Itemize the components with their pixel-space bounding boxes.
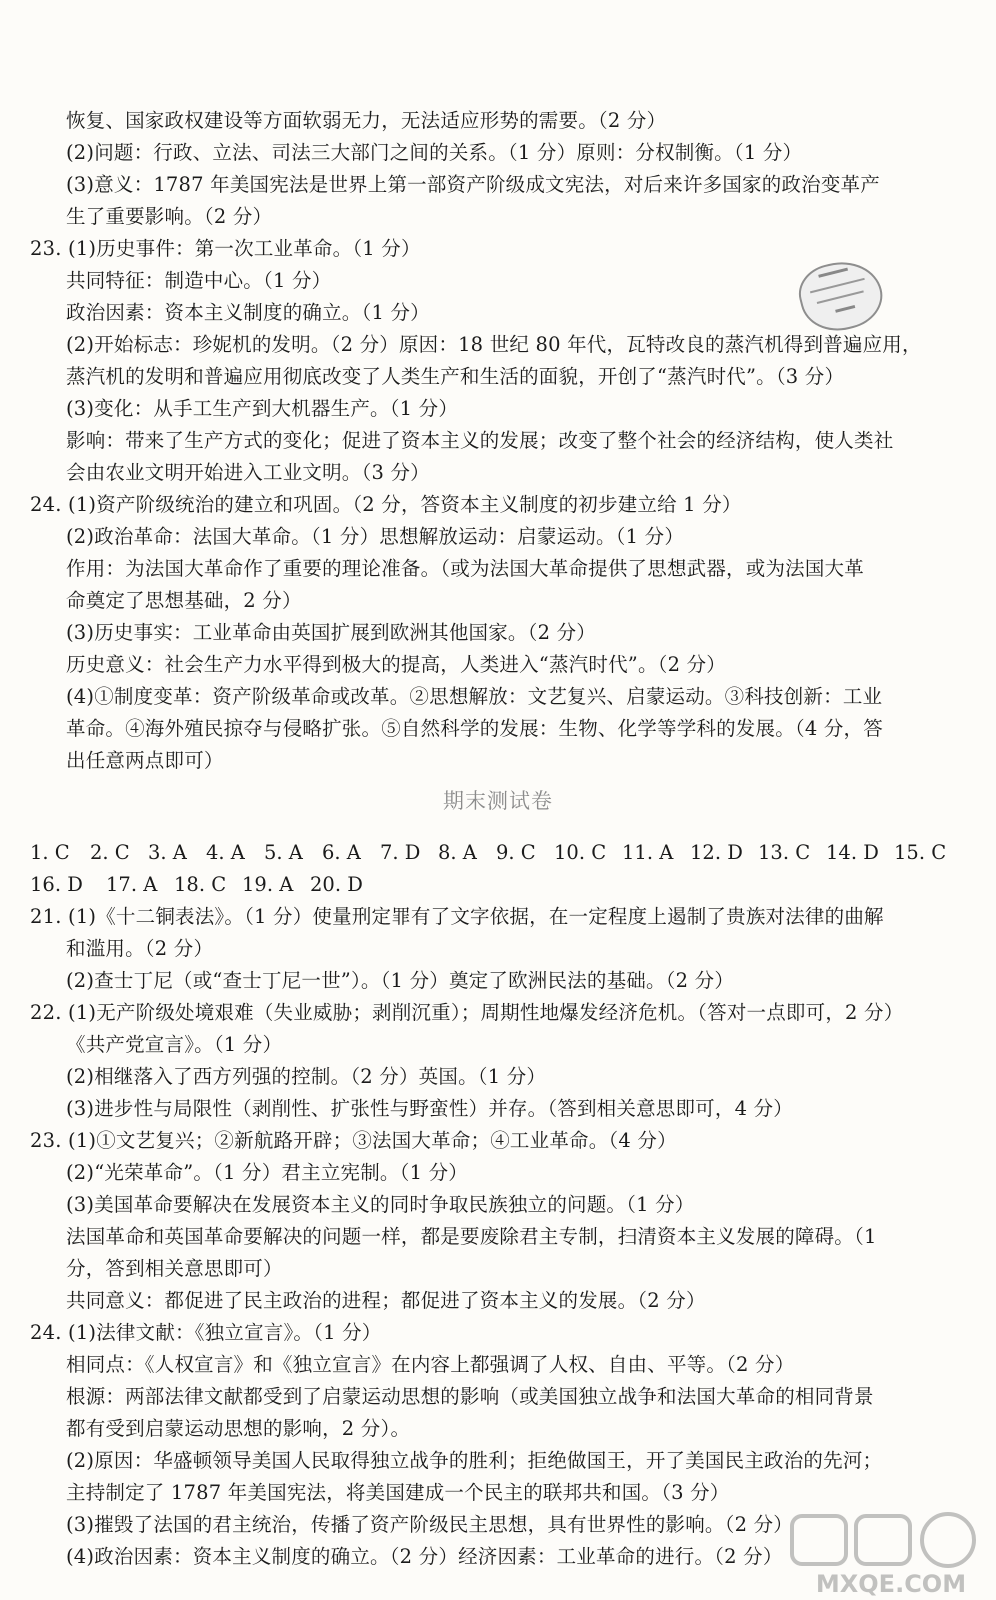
answer-line: (3)美国革命要解决在发展资本主义的同时争取民族独立的问题。（1 分） <box>66 1193 695 1216</box>
mc-answer: 2. C <box>90 841 130 864</box>
mc-answer: 1. C <box>30 841 70 864</box>
mc-answer: 10. C <box>554 841 607 864</box>
answer-line: (2)政治革命：法国大革命。（1 分）思想解放运动：启蒙运动。（1 分） <box>66 525 685 548</box>
question-heading-24: 24. (1)资产阶级统治的建立和巩固。（2 分，答资本主义制度的初步建立给 1 分） <box>30 493 742 516</box>
question-heading-23b: 23. (1)①文艺复兴；②新航路开辟；③法国大革命；④工业革命。（4 分） <box>30 1129 677 1152</box>
answer-line: 生了重要影响。（2 分） <box>66 205 273 228</box>
mc-answer: 15. C <box>894 841 947 864</box>
answer-line: 和滥用。（2 分） <box>66 937 214 960</box>
answer-line: (2)原因：华盛顿领导美国人民取得独立战争的胜利；拒绝做国王，开了美国民主政治的先河； <box>66 1449 883 1472</box>
mc-answer: 12. D <box>690 841 743 864</box>
answer-line: 革命。④海外殖民掠夺与侵略扩张。⑤自然科学的发展：生物、化学等学科的发展。（4 分，答 <box>66 717 883 740</box>
question-heading-22: 22. (1)无产阶级处境艰难（失业威胁；剥削沉重）；周期性地爆发经济危机。（答对一点即可，2 分） <box>30 1001 904 1024</box>
question-heading-23: 23. (1)历史事件：第一次工业革命。（1 分） <box>30 237 421 260</box>
answer-line: 历史意义：社会生产力水平得到极大的提高，人类进入“蒸汽时代”。（2 分） <box>66 653 726 676</box>
mc-answer: 11. A <box>622 841 674 864</box>
mc-answer: 9. C <box>496 841 536 864</box>
mc-answer: 19. A <box>242 873 294 896</box>
watermark-logo <box>786 1508 996 1600</box>
answer-line: 共同特征：制造中心。（1 分） <box>66 269 332 292</box>
answer-line: (2)相继落入了西方列强的控制。（2 分）英国。（1 分） <box>66 1065 547 1088</box>
answer-line: 会由农业文明开始进入工业文明。（3 分） <box>66 461 430 484</box>
mc-answer: 7. D <box>380 841 421 864</box>
stamp-seal <box>793 253 889 339</box>
answer-line: (3)变化：从手工生产到大机器生产。（1 分） <box>66 397 459 420</box>
mc-answer: 13. C <box>758 841 811 864</box>
answer-line: 主持制定了 1787 年美国宪法，将美国建成一个民主的联邦共和国。（3 分） <box>66 1481 730 1504</box>
mc-answer: 4. A <box>206 841 245 864</box>
section-title: 期末测试卷 <box>443 789 553 813</box>
answer-line: (3)进步性与局限性（剥削性、扩张性与野蛮性）并存。（答到相关意思即可，4 分） <box>66 1097 793 1120</box>
answer-line: 影响：带来了生产方式的变化；促进了资本主义的发展；改变了整个社会的经济结构，使人类社 <box>66 429 894 452</box>
answer-line: 相同点：《人权宣言》和《独立宣言》在内容上都强调了人权、自由、平等。（2 分） <box>66 1353 795 1376</box>
answer-line: 命奠定了思想基础，2 分） <box>66 589 302 612</box>
mc-answer: 3. A <box>148 841 187 864</box>
answer-line: 《共产党宣言》。（1 分） <box>66 1033 283 1056</box>
mc-answer: 5. A <box>264 841 303 864</box>
answer-line: (2)查士丁尼（或“查士丁尼一世”）。（1 分）奠定了欧洲民法的基础。（2 分） <box>66 969 735 992</box>
answer-line: 分，答到相关意思即可） <box>66 1257 283 1280</box>
question-heading-21: 21. (1)《十二铜表法》。（1 分）使量刑定罪有了文字依据，在一定程度上遏制了贵族对法律的曲解 <box>30 905 884 928</box>
answer-line: 政治因素：资本主义制度的确立。（1 分） <box>66 301 430 324</box>
answer-line: 共同意义：都促进了民主政治的进程；都促进了资本主义的发展。（2 分） <box>66 1289 706 1312</box>
answer-line: 出任意两点即可） <box>66 749 224 772</box>
answer-line: (2)问题：行政、立法、司法三大部门之间的关系。（1 分）原则：分权制衡。（1 分） <box>66 141 803 164</box>
answer-line: (4)政治因素：资本主义制度的确立。（2 分）经济因素：工业革命的进行。（2 分） <box>66 1545 783 1568</box>
mc-answer: 17. A <box>106 873 158 896</box>
answer-line: 恢复、国家政权建设等方面软弱无力，无法适应形势的需要。（2 分） <box>66 109 667 132</box>
mc-answer: 18. C <box>174 873 227 896</box>
answer-line: (3)意义：1787 年美国宪法是世界上第一部资产阶级成文宪法，对后来许多国家的政治变革产 <box>66 173 880 196</box>
answer-line: (4)①制度变革：资产阶级革命或改革。②思想解放：文艺复兴、启蒙运动。③科技创新：工业 <box>66 685 883 708</box>
watermark-text: MXQE.COM <box>815 1570 967 1598</box>
mc-answer: 20. D <box>310 873 363 896</box>
answer-line: (2)“光荣革命”。（1 分）君主立宪制。（1 分） <box>66 1161 468 1184</box>
answer-line: (2)开始标志：珍妮机的发明。（2 分）原因：18 世纪 80 年代，瓦特改良的蒸汽机得到普遍应用， <box>66 333 922 356</box>
mc-answer: 6. A <box>322 841 361 864</box>
answer-line: 根源：两部法律文献都受到了启蒙运动思想的影响（或美国独立战争和法国大革命的相同背景 <box>66 1385 874 1408</box>
answer-line: 蒸汽机的发明和普遍应用彻底改变了人类生产和生活的面貌，开创了“蒸汽时代”。（3 分） <box>66 365 845 388</box>
answer-line: 都有受到启蒙运动思想的影响，2 分）。 <box>66 1417 411 1440</box>
question-heading-24b: 24. (1)法律文献：《独立宣言》。（1 分） <box>30 1321 382 1344</box>
answer-line: 法国革命和英国革命要解决的问题一样，都是要废除君主专制，扫清资本主义发展的障碍。（1 <box>66 1225 877 1248</box>
answer-line: (3)摧毁了法国的君主统治，传播了资产阶级民主思想，具有世界性的影响。（2 分） <box>66 1513 793 1536</box>
answer-line: 作用：为法国大革命作了重要的理论准备。（或为法国大革命提供了思想武器，或为法国大革 <box>66 557 864 580</box>
mc-answer: 8. A <box>438 841 477 864</box>
answer-line: (3)历史事实：工业革命由英国扩展到欧洲其他国家。（2 分） <box>66 621 596 644</box>
mc-answer: 14. D <box>826 841 879 864</box>
mc-answer: 16. D <box>30 873 83 896</box>
